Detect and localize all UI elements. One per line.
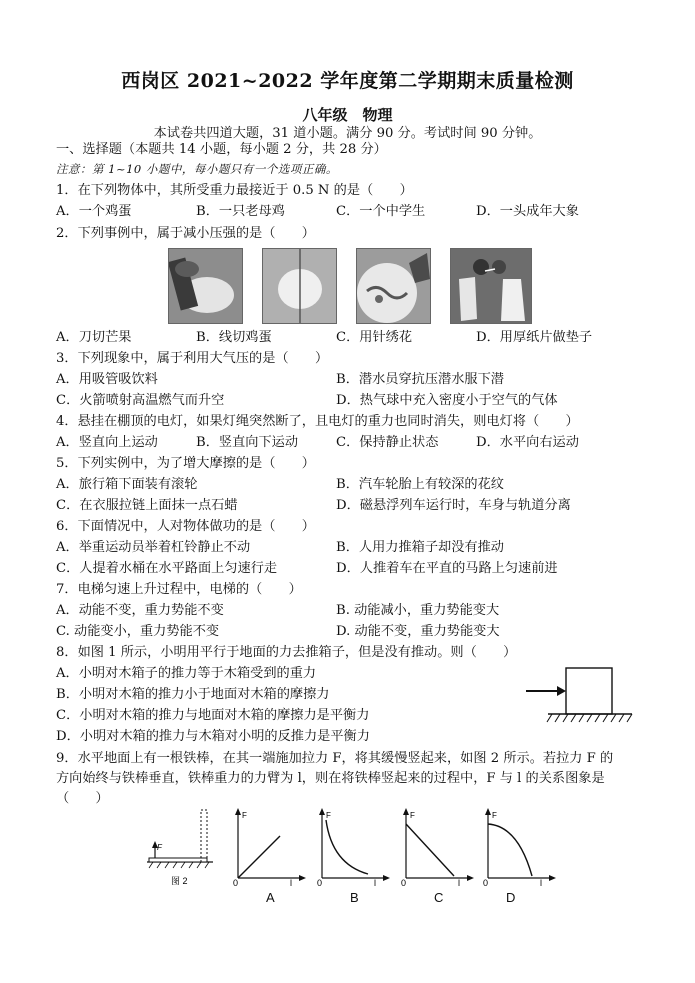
graph-d-x-label: l <box>540 878 542 888</box>
graph-c-origin: 0 <box>401 878 407 888</box>
q6-option-a[interactable]: A．举重运动员举着杠铃静止不动 <box>56 540 251 555</box>
q6-option-c[interactable]: C．人提着水桶在水平路面上匀速行走 <box>56 561 278 576</box>
graph-b-y-label: F <box>326 811 331 820</box>
graph-a-origin: 0 <box>233 878 239 888</box>
q3-option-c[interactable]: C．火箭喷射高温燃气而升空 <box>56 393 225 408</box>
q5-option-b[interactable]: B．汽车轮胎上有较深的花纹 <box>336 477 504 492</box>
q3-option-b[interactable]: B．潜水员穿抗压潜水服下潜 <box>336 372 504 387</box>
graph-d-y-label: F <box>492 811 497 820</box>
graph-b <box>312 806 392 888</box>
q8-option-a[interactable]: A．小明对木箱子的推力等于木箱受到的重力 <box>56 666 317 681</box>
question-5-stem: 5．下列实例中，为了增大摩擦的是（ ） <box>56 456 315 471</box>
fig2-force-label: F <box>157 843 162 852</box>
egg-cutting-photo <box>262 248 337 324</box>
q6-option-d[interactable]: D．人推着车在平直的马路上匀速前进 <box>336 561 558 576</box>
q2-option-a[interactable]: A．刀切芒果 <box>56 330 132 345</box>
graph-b-origin: 0 <box>317 878 323 888</box>
page-subtitle: 八年级 物理 <box>302 106 393 124</box>
q4-option-d[interactable]: D．水平向右运动 <box>476 435 579 450</box>
embroidery-photo <box>356 248 431 324</box>
q6-option-b[interactable]: B．人用力推箱子却没有推动 <box>336 540 504 555</box>
graph-c-y-label: F <box>410 811 415 820</box>
q5-option-c[interactable]: C．在衣服拉链上面抹一点石蜡 <box>56 498 238 513</box>
graph-a-label[interactable]: A <box>266 890 275 905</box>
figure-2-rod-diagram <box>143 808 218 888</box>
graph-c-curve <box>406 824 454 876</box>
q2-option-b[interactable]: B．线切鸡蛋 <box>196 330 272 345</box>
graph-d-curve <box>488 824 532 876</box>
graph-c-x-label: l <box>458 878 460 888</box>
q1-option-a[interactable]: A．一个鸡蛋 <box>56 204 132 219</box>
question-8-stem: 8．如图 1 所示，小明用平行于地面的力去推箱子，但是没有推动。则（ ） <box>56 645 517 660</box>
graph-d-origin: 0 <box>483 878 489 888</box>
graph-c <box>396 806 476 888</box>
question-1-stem: 1．在下列物体中，其所受重力最接近于 0.5 N 的是（ ） <box>56 183 413 198</box>
q3-option-a[interactable]: A．用吸管吸饮料 <box>56 372 158 387</box>
graph-b-label[interactable]: B <box>350 890 359 905</box>
graph-c-label[interactable]: C <box>434 890 444 905</box>
q4-option-c[interactable]: C．保持静止状态 <box>336 435 439 450</box>
q7-option-c[interactable]: C. 动能变小，重力势能不变 <box>56 624 220 639</box>
graph-a <box>228 806 308 888</box>
q5-option-d[interactable]: D．磁悬浮列车运行时，车身与轨道分离 <box>336 498 571 513</box>
section-heading: 一、选择题（本题共 14 小题，每小题 2 分，共 28 分） <box>56 142 387 157</box>
graph-a-y-label: F <box>242 811 247 820</box>
graph-d <box>478 806 558 888</box>
question-9-stem-2: 方向始终与铁棒垂直，铁棒重力的力臂为 l，则在将铁棒竖起来的过程中，F 与 l 的关系图象是 <box>56 771 605 786</box>
graph-a-curve <box>238 836 280 878</box>
page-title: 西岗区 2021~2022 学年度第二学期期末质量检测 <box>121 70 574 92</box>
q7-option-a[interactable]: A．动能不变，重力势能不变 <box>56 603 224 618</box>
q2-option-d[interactable]: D．用厚纸片做垫子 <box>476 330 593 345</box>
mango-cutting-photo <box>168 248 243 324</box>
section-note: 注意：第 1~10 小题中，每小题只有一个选项正确。 <box>56 162 338 176</box>
paper-pad-photo <box>450 248 532 324</box>
exam-info: 本试卷共四道大题，31 道小题。满分 90 分。考试时间 90 分钟。 <box>153 126 542 141</box>
question-7-stem: 7．电梯匀速上升过程中，电梯的（ ） <box>56 582 302 597</box>
q1-option-c[interactable]: C．一个中学生 <box>336 204 426 219</box>
question-6-stem: 6．下面情况中，人对物体做功的是（ ） <box>56 519 315 534</box>
q8-option-d[interactable]: D．小明对木箱的推力与木箱对小明的反推力是平衡力 <box>56 729 370 744</box>
graph-b-x-label: l <box>374 878 376 888</box>
q7-option-d[interactable]: D. 动能不变，重力势能变大 <box>336 624 500 639</box>
figure-1-box-diagram <box>520 660 635 728</box>
question-4-stem: 4．悬挂在棚顶的电灯，如果灯绳突然断了，且电灯的重力也同时消失，则电灯将（ ） <box>56 414 579 429</box>
q8-option-c[interactable]: C．小明对木箱的推力与地面对木箱的摩擦力是平衡力 <box>56 708 370 723</box>
figure-2-label: 图 2 <box>171 876 188 886</box>
question-3-stem: 3．下列现象中，属于利用大气压的是（ ） <box>56 351 329 366</box>
question-2-stem: 2．下列事例中，属于减小压强的是（ ） <box>56 226 315 241</box>
q4-option-b[interactable]: B．竖直向下运动 <box>196 435 299 450</box>
q2-option-c[interactable]: C．用针绣花 <box>336 330 413 345</box>
q1-option-d[interactable]: D．一头成年大象 <box>476 204 579 219</box>
q4-option-a[interactable]: A．竖直向上运动 <box>56 435 158 450</box>
graph-d-label[interactable]: D <box>506 890 516 905</box>
graph-a-x-label: l <box>290 878 292 888</box>
q3-option-d[interactable]: D．热气球中充入密度小于空气的气体 <box>336 393 558 408</box>
graph-b-curve <box>326 820 368 874</box>
question-9-stem: 9．水平地面上有一根铁棒，在其一端施加拉力 F，将其缓慢竖起来，如图 2 所示。若拉力 F 的 <box>56 751 614 766</box>
question-9-stem-3: （ ） <box>56 791 109 806</box>
q7-option-b[interactable]: B. 动能减小，重力势能变大 <box>336 603 500 618</box>
q1-option-b[interactable]: B．一只老母鸡 <box>196 204 285 219</box>
q8-option-b[interactable]: B．小明对木箱的推力小于地面对木箱的摩擦力 <box>56 687 330 702</box>
q5-option-a[interactable]: A．旅行箱下面装有滚轮 <box>56 477 198 492</box>
